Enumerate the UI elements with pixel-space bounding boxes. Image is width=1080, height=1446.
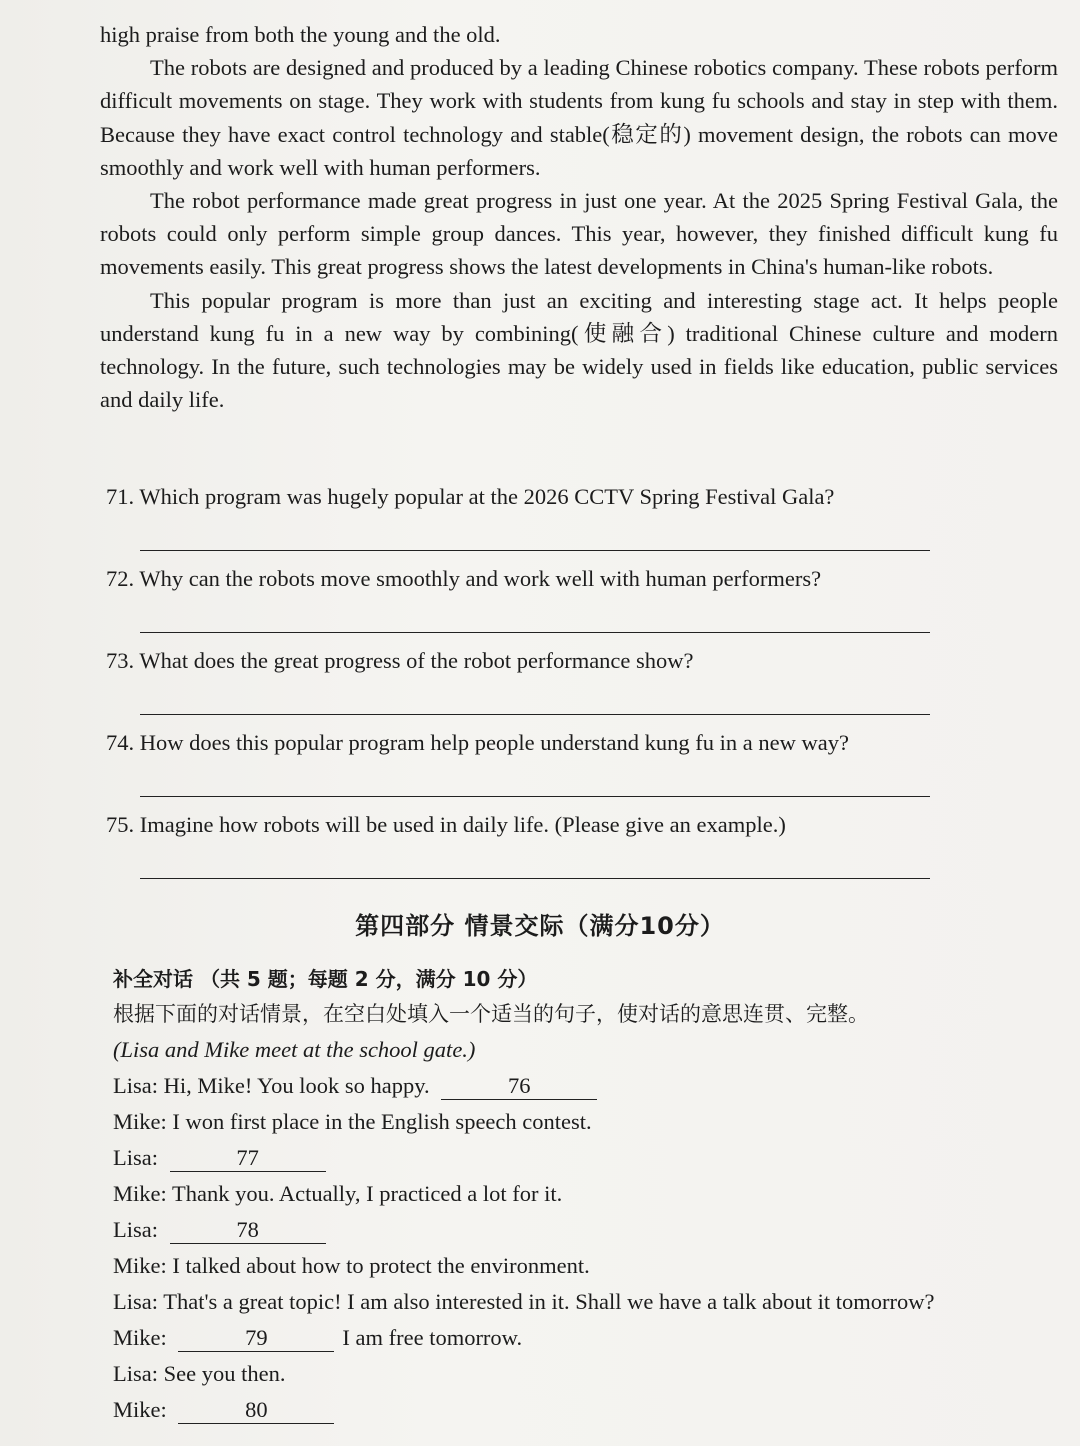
passage-paragraph: This popular program is more than just an exciting and interesting stage act. It helps people understand kung fu in a new way by combining(使融合) traditional Chinese culture and modern technology. In the future, such technologies may be widely used in fields like education, public services and daily life. <box>100 287 1058 413</box>
dialogue-text: Mike: <box>113 1397 167 1422</box>
answer-line[interactable] <box>140 714 930 715</box>
answer-blank-76[interactable]: 76 <box>441 1073 597 1100</box>
dialogue-line <box>113 1176 1043 1212</box>
dialogue-text: Mike: I won first place in the English speech contest. <box>113 1109 592 1134</box>
dialogue-scene: (Lisa and Mike meet at the school gate.) <box>113 1037 476 1062</box>
dialogue-line <box>113 1104 1043 1140</box>
answer-blank-77[interactable]: 77 <box>170 1145 326 1172</box>
question-text: 72. Why can the robots move smoothly and work well with human performers? <box>106 566 822 591</box>
answer-line[interactable] <box>140 550 930 551</box>
dialogue-line <box>113 1212 1043 1248</box>
dialogue-text: Mike: <box>113 1325 167 1350</box>
dialogue-text: Lisa: That's a great topic! I am also interested in it. Shall we have a talk about it tomorrow? <box>113 1289 935 1314</box>
question-text: 73. What does the great progress of the robot performance show? <box>106 648 694 673</box>
question-text: 75. Imagine how robots will be used in daily life. (Please give an example.) <box>106 812 786 837</box>
section-subtitle: 补全对话 （共 5 题；每题 2 分，满分 10 分） <box>113 967 538 991</box>
dialogue-line <box>113 1248 1043 1284</box>
question-75 <box>106 810 936 892</box>
dialogue-text: Mike: I talked about how to protect the environment. <box>113 1253 590 1278</box>
dialogue-line <box>113 1320 1043 1356</box>
passage-paragraph: high praise from both the young and the old. <box>100 22 501 47</box>
section-instruction: 根据下面的对话情景，在空白处填入一个适当的句子，使对话的意思连贯、完整。 <box>113 1002 869 1026</box>
section-title: 第四部分 情景交际（满分10分） <box>355 912 725 940</box>
dialogue-line <box>113 1284 1043 1320</box>
answer-blank-80[interactable]: 80 <box>178 1397 334 1424</box>
question-text: 74. How does this popular program help people understand kung fu in a new way? <box>106 730 849 755</box>
question-73 <box>106 646 936 728</box>
dialogue-line <box>113 1392 1043 1428</box>
reading-passage <box>100 18 1058 416</box>
answer-line[interactable] <box>140 632 930 633</box>
dialogue-text: Lisa: <box>113 1145 158 1170</box>
question-72 <box>106 564 936 646</box>
dialogue-line <box>113 1140 1043 1176</box>
answer-blank-78[interactable]: 78 <box>170 1217 326 1244</box>
answer-line[interactable] <box>140 796 930 797</box>
dialogue-text-after: I am free tomorrow. <box>342 1325 523 1350</box>
dialogue-text: Lisa: <box>113 1217 158 1242</box>
dialogue-text: Mike: Thank you. Actually, I practiced a lot for it. <box>113 1181 563 1206</box>
dialogue-text: Lisa: See you then. <box>113 1361 286 1386</box>
passage-paragraph: The robot performance made great progress in just one year. At the 2025 Spring Festival Gala, the robots could only perform simple group dances. This year, however, they finished difficult kung fu movements easily. This great progress shows the latest developments in China's human-like robots. <box>100 188 1058 280</box>
dialogue-lines <box>113 1068 1043 1428</box>
question-71 <box>106 482 936 564</box>
question-list <box>106 482 936 892</box>
dialogue-text: Lisa: Hi, Mike! You look so happy. <box>113 1073 430 1098</box>
dialogue-section <box>113 962 1043 1428</box>
dialogue-line <box>113 1356 1043 1392</box>
answer-blank-79[interactable]: 79 <box>178 1325 334 1352</box>
question-74 <box>106 728 936 810</box>
question-text: 71. Which program was hugely popular at the 2026 CCTV Spring Festival Gala? <box>106 484 835 509</box>
dialogue-line <box>113 1068 1043 1104</box>
passage-paragraph: The robots are designed and produced by a leading Chinese robotics company. These robots perform difficult movements on stage. They work with students from kung fu schools and stay in step with them. Because they have exact control technology and stable(稳定的) movement design, the robots can move smoothly and work well with human performers. <box>100 55 1058 180</box>
answer-line[interactable] <box>140 878 930 879</box>
